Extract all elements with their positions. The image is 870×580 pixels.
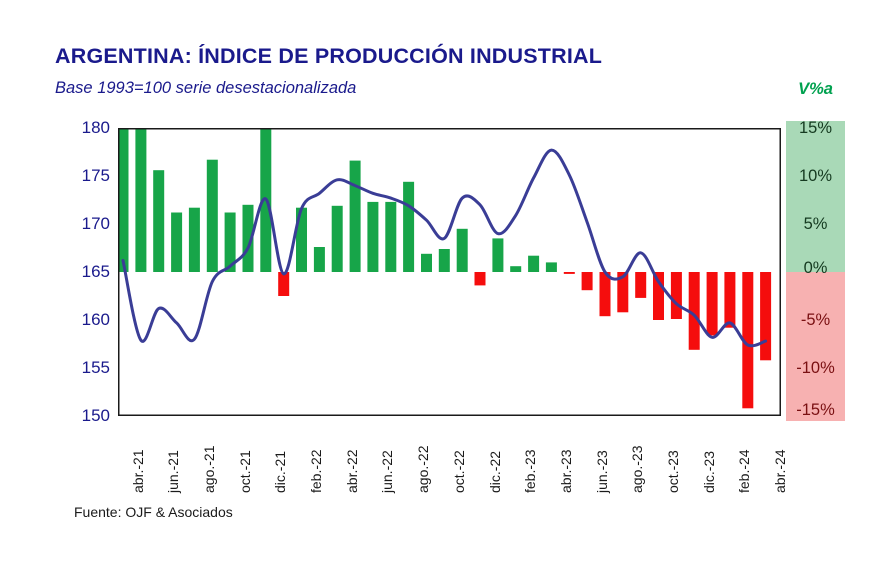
x-axis-label: jun.-21 <box>165 450 182 493</box>
y-axis-left-label: 155 <box>81 358 110 377</box>
right-axis-title: V%a <box>798 80 833 98</box>
x-axis-label: oct.-22 <box>450 450 467 493</box>
x-axis-label: ago.-22 <box>415 445 432 493</box>
y-axis-left-label: 150 <box>81 406 110 425</box>
x-axis-label: ago.-23 <box>629 445 646 493</box>
y-axis-left-label: 180 <box>81 118 110 137</box>
vpercent-bar <box>367 202 378 272</box>
y-axis-right-label: 10% <box>798 167 833 185</box>
vpercent-bar <box>314 247 325 272</box>
vpercent-bar <box>385 202 396 272</box>
vpercent-bar <box>171 213 182 273</box>
right-band-positive <box>786 121 845 272</box>
vpercent-bar <box>189 208 200 272</box>
chart-title: ARGENTINA: ÍNDICE DE PRODUCCIÓN INDUSTRIAL <box>55 44 603 68</box>
x-axis-label: feb.-22 <box>308 449 324 493</box>
y-axis-right-label: -5% <box>800 311 831 329</box>
x-axis-label: feb.-23 <box>522 449 539 493</box>
y-axis-right-label: -15% <box>796 401 835 419</box>
vpercent-bar <box>582 272 593 290</box>
x-axis-label: dic.-23 <box>700 450 717 493</box>
y-axis-left-label: 170 <box>81 214 110 233</box>
vpercent-bar <box>118 128 129 272</box>
x-axis-label: dic.-22 <box>486 450 503 493</box>
vpercent-bar <box>403 182 414 272</box>
y-axis-right-label: 0% <box>803 259 828 277</box>
vpercent-bar <box>475 272 486 285</box>
x-axis-label: feb.-24 <box>736 449 753 493</box>
x-axis-label: jun.-23 <box>593 450 610 493</box>
vpercent-bar <box>600 272 611 316</box>
y-axis-right-label: -10% <box>796 359 835 377</box>
plot-area <box>118 128 781 416</box>
vpercent-bar <box>724 272 735 328</box>
vpercent-bar <box>153 170 164 272</box>
vpercent-bar <box>671 272 682 319</box>
vpercent-bar <box>457 229 468 272</box>
x-axis-label: oct.-21 <box>236 450 253 493</box>
x-axis-label: abr.-22 <box>343 449 360 493</box>
vpercent-bar <box>207 160 218 272</box>
vpercent-bar <box>528 256 539 272</box>
vpercent-bar <box>492 238 503 272</box>
vpercent-bar <box>421 254 432 272</box>
vpercent-bar <box>564 272 575 274</box>
vpercent-bar <box>635 272 646 298</box>
source-note: Fuente: OJF & Asociados <box>74 504 233 520</box>
vpercent-bar <box>278 272 289 296</box>
x-axis-label: oct.-23 <box>665 450 681 493</box>
vpercent-bar <box>546 262 557 272</box>
vpercent-bar <box>760 272 771 360</box>
vpercent-bar <box>439 249 450 272</box>
x-axis-label: abr.-23 <box>557 449 574 493</box>
y-axis-left-label: 165 <box>81 262 110 281</box>
vpercent-bar <box>135 128 146 272</box>
right-band-negative <box>786 272 845 421</box>
vpercent-bar <box>707 272 718 335</box>
x-axis-label: abr.-24 <box>772 449 789 493</box>
y-axis-right-label: 15% <box>798 119 833 137</box>
x-axis-label: jun.-22 <box>379 450 396 493</box>
x-axis-label: dic.-21 <box>272 450 289 493</box>
y-axis-left-label: 160 <box>81 310 110 329</box>
vpercent-bar <box>332 206 343 272</box>
y-axis-left-label: 175 <box>81 166 110 185</box>
x-axis-label: ago.-21 <box>200 445 217 493</box>
vpercent-bar <box>350 161 361 272</box>
index-line <box>123 150 766 346</box>
chart-subtitle: Base 1993=100 serie desestacionalizada <box>55 79 357 97</box>
x-axis-label: abr.-21 <box>129 449 146 493</box>
y-axis-right-label: 5% <box>803 215 828 233</box>
vpercent-bar <box>510 266 521 272</box>
